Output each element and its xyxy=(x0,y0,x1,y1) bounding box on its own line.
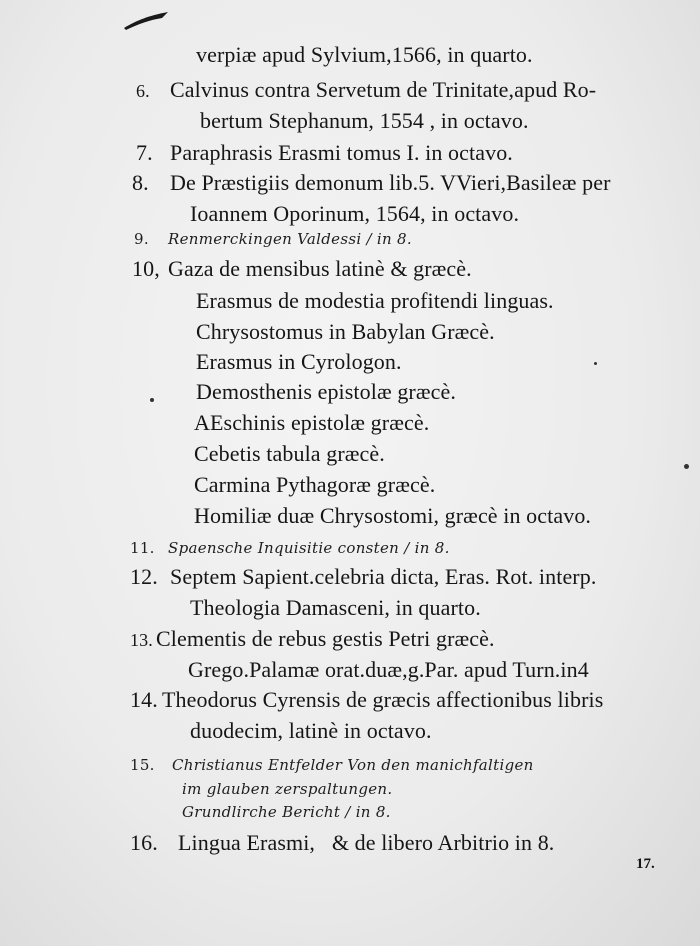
entry-10-sub-5: AEschinis epistolæ græcè. xyxy=(194,410,430,435)
entry-number: 8. xyxy=(132,170,149,195)
entry-number: 9. xyxy=(134,230,149,248)
entry-8 xyxy=(132,170,611,196)
entry-text: Calvinus contra Servetum de Trinitate,apud Ro- xyxy=(170,77,597,102)
entry-number: 13. xyxy=(130,630,153,650)
entry-number: 16. xyxy=(130,830,158,855)
entry-7 xyxy=(136,140,513,166)
entry-11-handwritten xyxy=(130,539,450,557)
entry-14 xyxy=(130,687,603,713)
entry-text: Christianus Entfelder Von den manichfaltigen xyxy=(172,756,534,774)
entry-13 xyxy=(130,626,495,653)
entry-number: 15. xyxy=(130,756,155,774)
entry-15-handwritten-line-2: im glauben zerspaltungen. xyxy=(182,780,393,798)
entry-6 xyxy=(136,77,596,104)
entry-text: Lingua Erasmi, & de libero Arbitrio in 8. xyxy=(178,830,555,855)
entry-10-sub-2: Chrysostomus in Babylan Græcè. xyxy=(196,319,495,344)
entry-15-handwritten-line-3: Grundlirche Bericht / in 8. xyxy=(182,803,391,821)
entry-number: 14. xyxy=(130,687,158,712)
entry-13-continued: Grego.Palamæ orat.duæ,g.Par. apud Turn.in4 xyxy=(188,657,589,682)
entry-text: Renmerckingen Valdessi / in 8. xyxy=(168,230,412,248)
entry-text: Gaza de mensibus latinè & græcè. xyxy=(168,256,472,281)
ink-speck xyxy=(594,362,597,365)
entry-text: Theodorus Cyrensis de græcis affectionibus libris xyxy=(162,687,604,712)
entry-number: 11. xyxy=(130,539,155,557)
entry-16 xyxy=(130,830,554,856)
ink-mark-icon xyxy=(122,10,172,32)
entry-text: Clementis de rebus gestis Petri græcè. xyxy=(156,626,495,651)
entry-number: 10, xyxy=(132,256,160,281)
entry-8-continued: Ioannem Oporinum, 1564, in octavo. xyxy=(190,201,520,226)
entry-10 xyxy=(132,256,472,282)
entry-9-handwritten xyxy=(134,230,412,248)
page-number: 17. xyxy=(636,856,655,872)
entry-10-sub-1: Erasmus de modestia profitendi linguas. xyxy=(196,288,554,313)
ink-speck xyxy=(150,398,154,402)
entry-10-sub-7: Carmina Pythagoræ græcè. xyxy=(194,472,436,497)
entry-text: De Præstigiis demonum lib.5. VVieri,Basileæ per xyxy=(170,170,611,195)
entry-number: 6. xyxy=(136,81,150,101)
ink-speck xyxy=(684,464,689,469)
entry-15-handwritten xyxy=(130,756,534,774)
entry-12 xyxy=(130,564,596,590)
entry-10-sub-8: Homiliæ duæ Chrysostomi, græcè in octavo. xyxy=(194,503,592,528)
entry-10-sub-3: Erasmus in Cyrologon. xyxy=(196,349,402,374)
entry-text: Septem Sapient.celebria dicta, Eras. Rot. interp. xyxy=(170,564,597,589)
entry-6-continued: bertum Stephanum, 1554 , in octavo. xyxy=(200,108,529,133)
entry-10-sub-6: Cebetis tabula græcè. xyxy=(194,441,385,466)
entry-number: 12. xyxy=(130,564,158,589)
entry-number: 7. xyxy=(136,140,153,165)
entry-text: Paraphrasis Erasmi tomus I. in octavo. xyxy=(170,140,513,165)
entry-12-continued: Theologia Damasceni, in quarto. xyxy=(190,595,481,620)
entry-5-continued: verpiæ apud Sylvium,1566, in quarto. xyxy=(196,42,533,67)
entry-text: Spaensche Inquisitie consten / in 8. xyxy=(168,539,450,557)
entry-10-sub-4: Demosthenis epistolæ græcè. xyxy=(196,379,456,404)
entry-14-continued: duodecim, latinè in octavo. xyxy=(190,718,432,743)
